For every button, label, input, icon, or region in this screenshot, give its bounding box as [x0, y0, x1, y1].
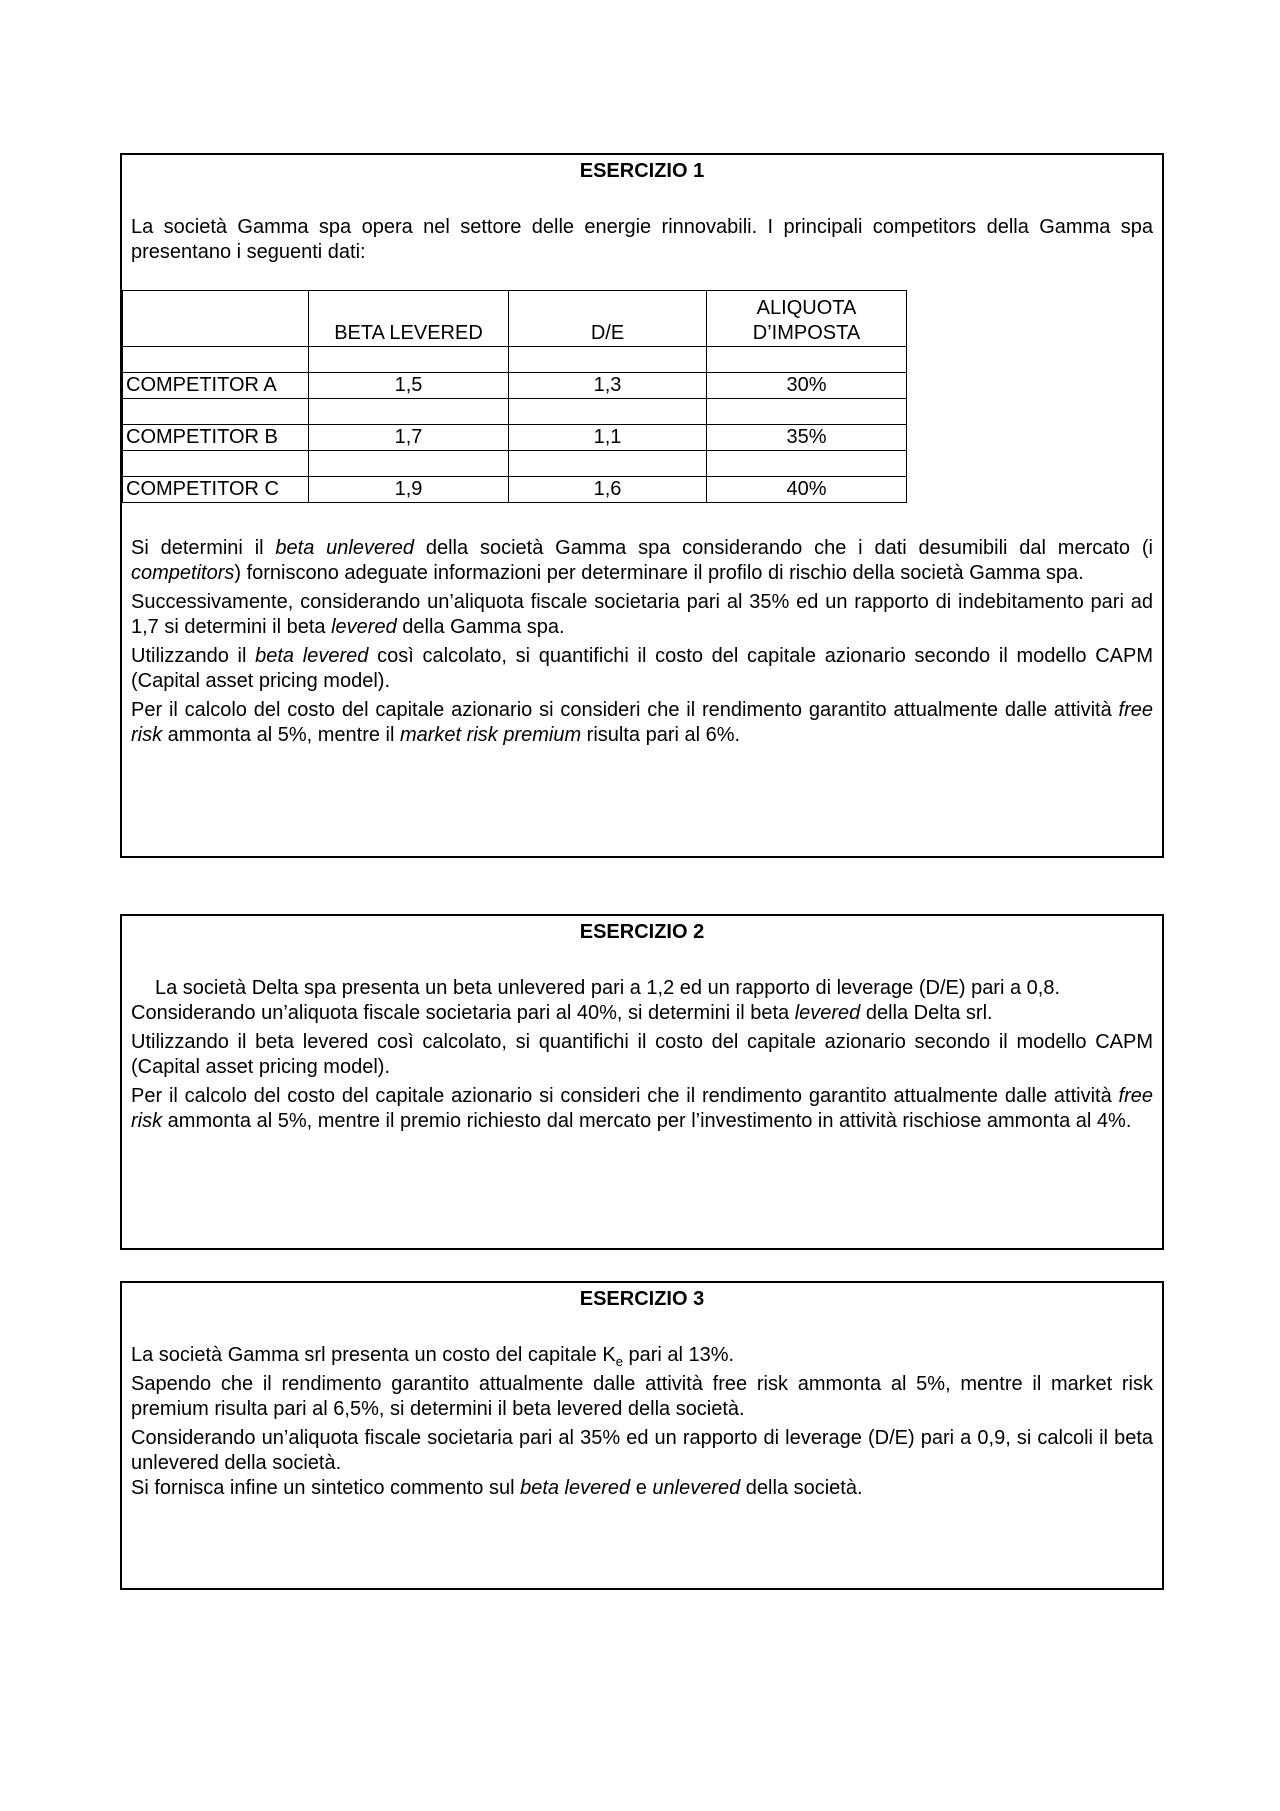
header-beta-levered: BETA LEVERED: [309, 291, 509, 347]
exercise-3-paragraph-4: Si fornisca infine un sintetico commento sul beta levered e unlevered della società.: [131, 1477, 863, 1499]
competitor-tax: 35%: [707, 425, 907, 451]
competitor-de: 1,6: [509, 477, 707, 503]
header-aliquota: [707, 291, 907, 347]
table-row: [123, 477, 907, 503]
exercise-1-paragraph-3: Utilizzando il beta levered così calcolato, si quantifichi il costo del capitale azionario secondo il modello CAPM (Capital asset pricing model).: [131, 645, 1153, 692]
header-aliquota-line2: D’IMPOSTA: [752, 322, 861, 344]
header-aliquota-line1: ALIQUOTA: [756, 297, 857, 319]
competitor-name: COMPETITOR B: [123, 425, 309, 451]
exercise-3-paragraph-1: La società Gamma srl presenta un costo del capitale $K_e$ pari al 13%.: [131, 1344, 735, 1369]
competitor-beta: 1,5: [309, 373, 509, 399]
exercise-1-paragraph-1: Si determini il beta unlevered della società Gamma spa considerando che i dati desumibili dal mercato (i competitors) forniscono adeguate informazioni per determinare il profilo di rischio della società Gamma spa.: [131, 537, 1153, 584]
table-row: [123, 425, 907, 451]
exercise-1-paragraph-4: Per il calcolo del costo del capitale azionario si consideri che il rendimento garantito attualmente dalle attività free risk ammonta al 5%, mentre il market risk premium risulta pari al 6%.: [131, 699, 1153, 746]
competitor-de: 1,1: [509, 425, 707, 451]
exercise-2-paragraph-1: La società Delta spa presenta un beta unlevered pari a 1,2 ed un rapporto di leverage (D/E) pari a 0,8.: [155, 977, 1061, 999]
exercise-1-intro: La società Gamma spa opera nel settore delle energie rinnovabili. I principali competitors della Gamma spa presentano i seguenti dati:: [131, 216, 1153, 263]
competitors-table: [122, 290, 907, 503]
competitor-tax: 40%: [707, 477, 907, 503]
table-spacer-row: [123, 399, 907, 425]
exercise-2-title: ESERCIZIO 2: [579, 921, 705, 943]
exercise-1-paragraph-2: Successivamente, considerando un’aliquota fiscale societaria pari al 35% ed un rapporto di indebitamento pari ad 1,7 si determini il beta levered della Gamma spa.: [131, 591, 1153, 638]
exercise-3-title: ESERCIZIO 3: [579, 1288, 705, 1310]
competitor-beta: 1,9: [309, 477, 509, 503]
header-empty: [123, 291, 309, 347]
exercise-3-box: [120, 1281, 1164, 1590]
exercise-1-box: [120, 153, 1164, 858]
header-de: D/E: [509, 291, 707, 347]
exercise-2-box: [120, 914, 1164, 1250]
exercise-2-paragraph-2: Considerando un’aliquota fiscale societaria pari al 40%, si determini il beta levered della Delta srl.: [131, 1002, 993, 1024]
competitor-name: COMPETITOR C: [123, 477, 309, 503]
exercise-2-paragraph-3: Utilizzando il beta levered così calcolato, si quantifichi il costo del capitale azionario secondo il modello CAPM (Capital asset pricing model).: [131, 1031, 1153, 1078]
exercise-3-paragraph-2: Sapendo che il rendimento garantito attualmente dalle attività free risk ammonta al 5%, mentre il market risk premium risulta pari al 6,5%, si determini il beta levered della società.: [131, 1373, 1153, 1420]
exercise-3-paragraph-3: Considerando un’aliquota fiscale societaria pari al 35% ed un rapporto di leverage (D/E) pari a 0,9, si calcoli il beta unlevered della società.: [131, 1427, 1153, 1474]
exercise-1-title: ESERCIZIO 1: [579, 160, 705, 182]
table-spacer-row: [123, 451, 907, 477]
competitor-tax: 30%: [707, 373, 907, 399]
table-spacer-row: [123, 347, 907, 373]
competitor-name: COMPETITOR A: [123, 373, 309, 399]
exercise-2-paragraph-4: Per il calcolo del costo del capitale azionario si consideri che il rendimento garantito attualmente dalle attività free risk ammonta al 5%, mentre il premio richiesto dal mercato per l’investimento in attività rischiose ammonta al 4%.: [131, 1085, 1153, 1132]
competitor-beta: 1,7: [309, 425, 509, 451]
table-header-row: [123, 291, 907, 347]
table-row: [123, 373, 907, 399]
competitor-de: 1,3: [509, 373, 707, 399]
